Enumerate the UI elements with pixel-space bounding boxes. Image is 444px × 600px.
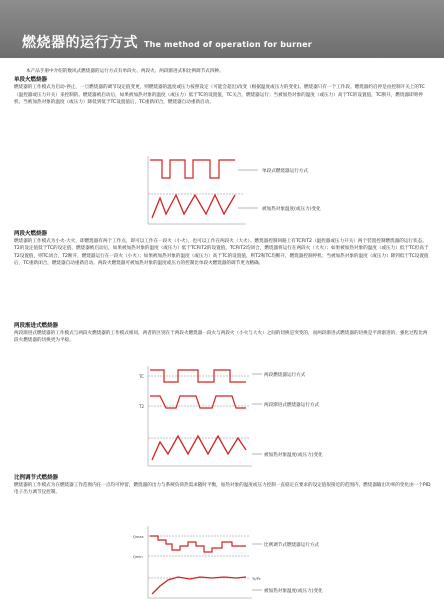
fig1-label-temp: 被加热对象温度(或压力)变化 — [262, 207, 321, 212]
section-title-proportional: 比例调节式燃烧器 — [14, 475, 59, 481]
title-en: The method of operation for burner — [144, 40, 312, 49]
figure-proportional — [0, 522, 444, 600]
temperature-curve — [152, 195, 235, 218]
section-title-single: 单段火燃烧器 — [14, 77, 48, 84]
fig2-label-two: 两段燃烧器运行方式 — [264, 373, 306, 378]
burner-state-line — [150, 160, 235, 178]
axis-t2: T2 — [139, 404, 144, 409]
fig1-label-run: 单段式燃烧器运行方式 — [262, 169, 308, 174]
intro-paragraph: 本产品手册中介绍的数风式燃烧器的运行方式有单段火、两段火、两段渐进式和比例调节式四种。 — [26, 69, 224, 74]
content — [14, 68, 432, 107]
axis-qmin: Qmin — [133, 555, 143, 559]
axis-setpoint: Tc/Pc — [252, 577, 261, 581]
figure-two-stage — [0, 362, 444, 468]
section-proportional — [14, 474, 432, 497]
section-body-proportional: 燃烧器的工作模式为在燃烧器工作范围内任一点均可停留，燃烧器的出力与系统负荷热需求随时平衡，加热对象的温度或压力控制一直稳定在要求的设定值很接近的范围内，燃烧器输出功率的变化由一个PID电子出力调节仪控制。 — [14, 483, 431, 496]
section-body-progressive: 两段渐进式燃烧器的工作模式与两段火燃烧器的工作模式相同，两者的区别在于两段火燃烧器一段火与两段火（小火与大火）之间的切换是突变的，而两段渐进式燃烧器的切换是平滑渐进的，强化过程比两段火燃烧器的切换更为平稳。 — [14, 331, 428, 344]
section-body-two-stage: 燃烧器的工作模式为小火-大火，即燃烧器有两个工作点，即可以工作在一段火（小火），也可以工作在两段火（大火）。燃烧器控制回路上有TC和T2（温控器或压力开关）两个装置控制燃烧器的运行状态。T2的设定值低于TC的设定值，燃烧器被启动后，如果被加热对象的温度（或压力）低于TC和T2的设置值，TC和T2均闭合，燃烧器将运行在两段火（大火）；如果被加热对象的温度（或压力）低于TC但高于T2设置值，则TC闭合，T2断开，燃烧器运行在一段火（小火）；如果被加热对象的温度（或压力）高于TC的设置值，则T2和TC均断开，燃烧器控制停机；当被加热对象的温度（或压力）降到低于TC设置值后，TC重新闭合，燃烧器自动重新启动。两段火燃烧器可被加热对象的温度或压力的控制比单段火燃烧器的调节更为精确。 — [14, 239, 429, 267]
two-stage-line — [150, 370, 246, 382]
section-title-two-stage: 两段火燃烧器 — [14, 231, 48, 237]
page-title — [22, 32, 312, 52]
temperature-curve-3 — [152, 577, 246, 594]
fig3-label-temp: 被加热对象温度(或压力)变化 — [264, 589, 323, 594]
axis-qmax: Qmax — [133, 535, 144, 539]
section-body-single: 燃烧器的工作模式为启动-停止，一旦燃烧器的调节设定值变更，则燃烧器的温度或压力按照设定（可能会超出)改变（根据温度或压力的变化)。燃烧器只有一个工作段。燃烧器约启停是由控制开关上的TC（温控器或压力开关）来控制的。燃烧器被启动后，如果被加热对象的温度（或压力）低于TC的设置值，TC关合，燃烧器运行；当被加热对象的温度（或压力）高于TC的设置值，TC断开，燃烧器即刻停机；当被加热对象的温度（或压力）降低到低于TC设置值后，TC重新闭合，燃烧器自动重新启动。 — [14, 85, 425, 106]
section-progressive — [14, 322, 432, 345]
figure-single-stage — [0, 150, 444, 228]
proportional-output-line — [150, 536, 246, 552]
section-two-stage — [14, 230, 432, 268]
fig2-label-temp: 被加热对象温度(或压力)变化 — [264, 453, 323, 458]
axis-tc-1: TC — [139, 374, 145, 379]
title-cn: 燃烧器的运行方式 — [22, 35, 138, 51]
fig2-label-prog: 两段渐进式燃烧器运行方式 — [264, 403, 320, 408]
temperature-curve-2 — [152, 436, 246, 460]
section-title-progressive: 两段渐进式燃烧器 — [14, 323, 59, 329]
fig3-label-run: 比例调节式燃烧器运行方式 — [264, 543, 320, 548]
